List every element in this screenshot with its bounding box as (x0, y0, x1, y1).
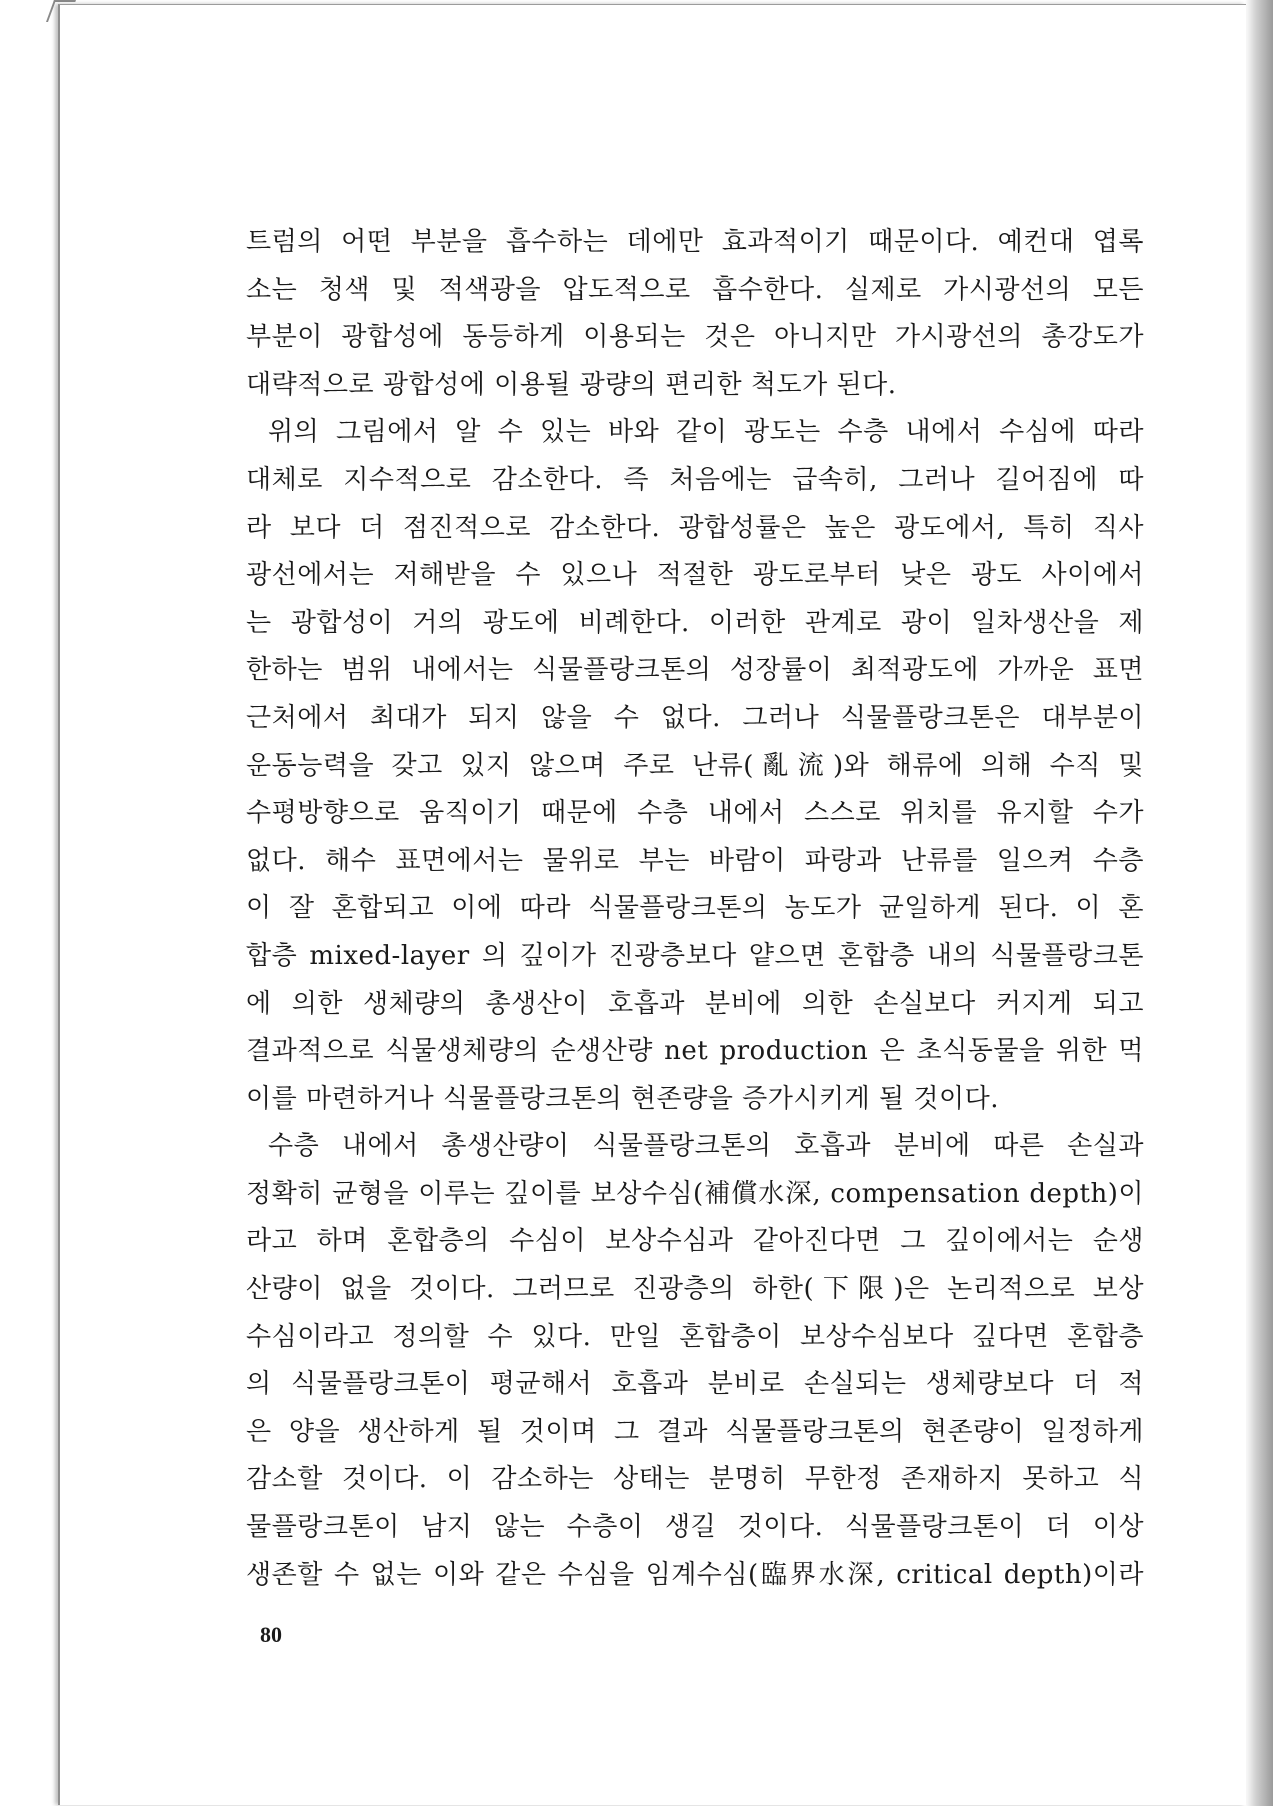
text-line: 트럼의 어떤 부분을 흡수하는 데에만 효과적이기 때문이다. 예컨대 엽록 (246, 227, 1144, 257)
text-line: 운동능력을 갖고 있지 않으며 주로 난류(亂流)와 해류에 의해 수직 및 (246, 750, 1144, 781)
text-line: 수평방향으로 움직이기 때문에 수층 내에서 스스로 위치를 유지할 수가 (246, 798, 1144, 829)
text-line: 결과적으로 식물생체량의 순생산량 net production 은 초식동물을 위한 먹 (246, 1036, 1144, 1067)
text-line: 는 광합성이 거의 광도에 비례한다. 이러한 관계로 광이 일차생산을 제 (246, 607, 1144, 638)
text-line: 생존할 수 없는 이와 같은 수심을 임계수심(臨界水深, critical depth)이라 (246, 1559, 1144, 1590)
paragraph-start-line: 수층 내에서 총생산량이 식물플랑크톤의 호흡과 분비에 따른 손실과 (268, 1131, 1144, 1162)
text-line: 부분이 광합성에 동등하게 이용되는 것은 아니지만 가시광선의 총강도가 (246, 322, 1144, 353)
text-line: 이 잘 혼합되고 이에 따라 식물플랑크톤의 농도가 균일하게 된다. 이 혼 (246, 893, 1144, 924)
text-line: 은 양을 생산하게 될 것이며 그 결과 식물플랑크톤의 현존량이 일정하게 (246, 1416, 1144, 1447)
paragraph-start-line: 위의 그림에서 알 수 있는 바와 같이 광도는 수층 내에서 수심에 따라 (268, 417, 1144, 448)
text-line: 정확히 균형을 이루는 깊이를 보상수심(補償水深, compensation depth)이 (246, 1178, 1144, 1209)
text-line: 이를 마련하거나 식물플랑크톤의 현존량을 증가시키게 될 것이다. (246, 1083, 999, 1114)
text-line: 소는 청색 및 적색광을 압도적으로 흡수한다. 실제로 가시광선의 모든 (246, 274, 1144, 305)
text-line: 광선에서는 저해받을 수 있으나 적절한 광도로부터 낮은 광도 사이에서 (246, 560, 1144, 591)
page-edge-shadow (1245, 0, 1273, 1806)
text-line: 대체로 지수적으로 감소한다. 즉 처음에는 급속히, 그러나 길어짐에 따 (246, 464, 1144, 495)
text-line: 합층 mixed-layer 의 깊이가 진광층보다 얕으면 혼합층 내의 식물플랑크톤 (246, 940, 1144, 971)
text-line: 근처에서 최대가 되지 않을 수 없다. 그러나 식물플랑크톤은 대부분이 (246, 702, 1144, 733)
text-line: 수심이라고 정의할 수 있다. 만일 혼합층이 보상수심보다 깊다면 혼합층 (246, 1321, 1144, 1352)
text-line: 없다. 해수 표면에서는 물위로 부는 바람이 파랑과 난류를 일으켜 수층 (246, 845, 1144, 876)
text-line: 대략적으로 광합성에 이용될 광량의 편리한 척도가 된다. (246, 369, 897, 400)
text-line: 의 식물플랑크톤이 평균해서 호흡과 분비로 손실되는 생체량보다 더 적 (246, 1369, 1144, 1400)
text-line: 물플랑크톤이 남지 않는 수층이 생길 것이다. 식물플랑크톤이 더 이상 (246, 1512, 1144, 1543)
text-line: 라 보다 더 점진적으로 감소한다. 광합성률은 높은 광도에서, 특히 직사 (246, 512, 1144, 543)
page-number: 80 (260, 1622, 282, 1647)
text-line: 감소할 것이다. 이 감소하는 상태는 분명히 무한정 존재하지 못하고 식 (246, 1464, 1144, 1495)
text-line: 에 의한 생체량의 총생산이 호흡과 분비에 의한 손실보다 커지게 되고 (246, 988, 1144, 1019)
text-line: 산량이 없을 것이다. 그러므로 진광층의 하한(下限)은 논리적으로 보상 (246, 1274, 1144, 1305)
text-line: 라고 하며 혼합층의 수심이 보상수심과 같아진다면 그 깊이에서는 순생 (246, 1226, 1144, 1257)
body-text (246, 222, 1144, 1602)
text-line: 한하는 범위 내에서는 식물플랑크톤의 성장률이 최적광도에 가까운 표면 (246, 655, 1144, 686)
